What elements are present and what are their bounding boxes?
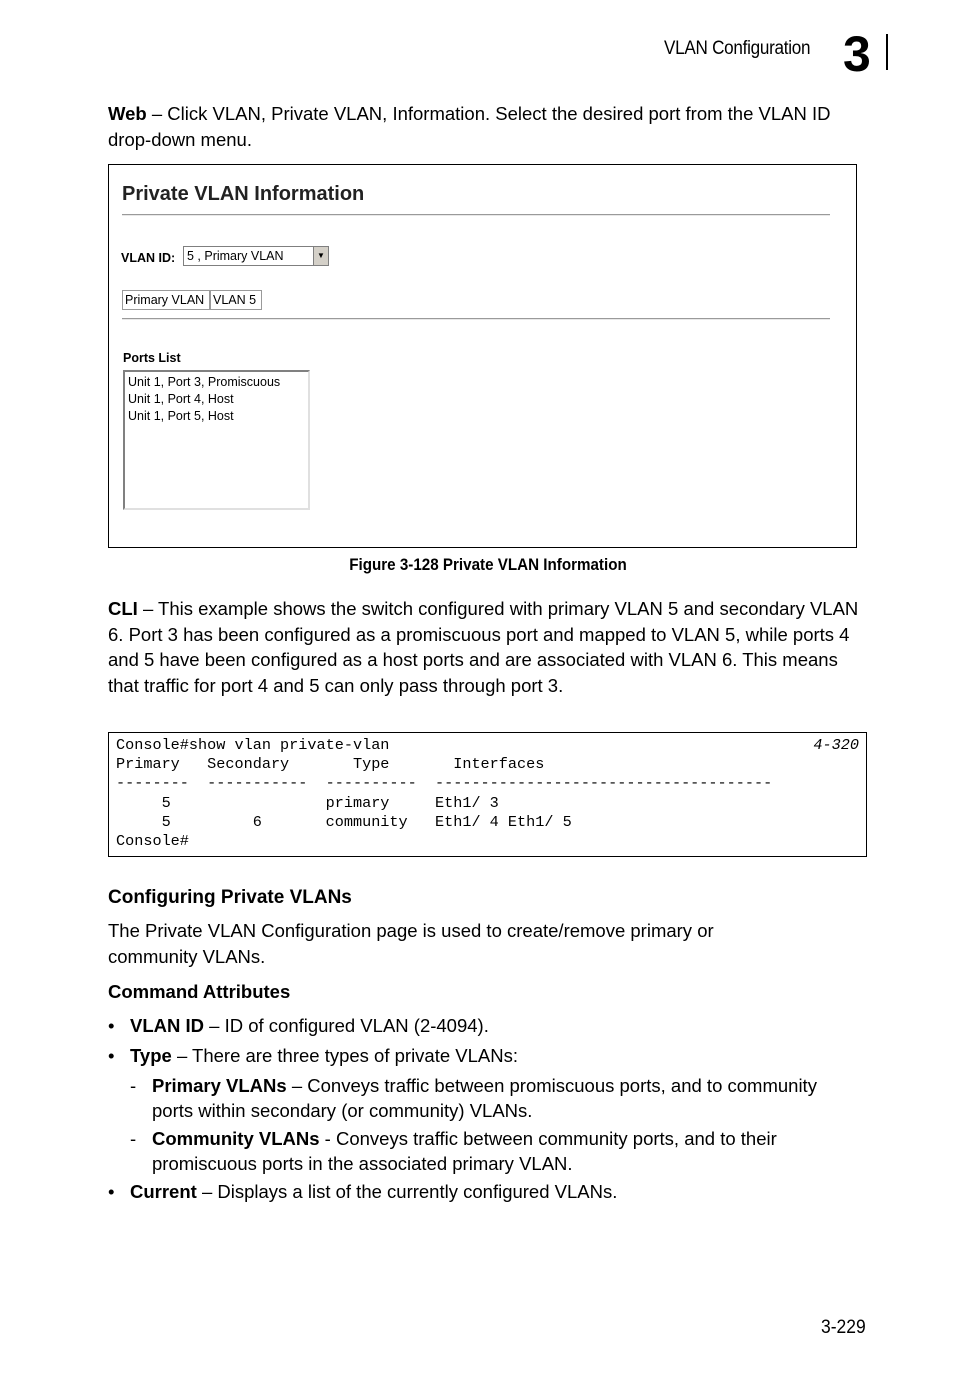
list-item[interactable]: Unit 1, Port 5, Host [128, 409, 234, 423]
vlan-name-cell: VLAN 5 [210, 290, 262, 310]
bullet-type [108, 1043, 868, 1068]
code-line: 5 6 community Eth1/ 4 Eth1/ 5 [116, 813, 572, 831]
chevron-down-icon[interactable]: ▼ [313, 247, 328, 265]
bullet-mark: - [130, 1128, 137, 1149]
bullet-vlan-id [108, 1013, 868, 1038]
private-vlan-information-figure [108, 164, 857, 548]
bullet-mark: • [108, 1045, 115, 1066]
bullet-label: Type [130, 1045, 172, 1066]
bullet-text: – Displays a list of the currently configured VLANs. [196, 1181, 618, 1202]
section-intro: The Private VLAN Configuration page is used to create/remove primary or community VLANs. [108, 920, 714, 967]
bullet-mark: • [108, 1181, 115, 1202]
sub-bullet-primary [130, 1073, 860, 1123]
cli-paragraph [108, 596, 873, 698]
chapter-divider [886, 34, 888, 70]
code-line: Console# [116, 832, 189, 850]
vlan-id-label: VLAN ID: [121, 251, 176, 265]
figure-caption: Figure 3-128 Private VLAN Information [349, 556, 627, 574]
cli-label: CLI [108, 598, 138, 619]
ports-listbox[interactable] [123, 370, 310, 510]
bullet-text: – Conveys traffic between promiscuous ports, and to community ports within secondary (or community) VLANs. [152, 1075, 817, 1121]
bullet-text: – ID of configured VLAN (2-4094). [204, 1015, 489, 1036]
bullet-label: VLAN ID [130, 1015, 204, 1036]
bullet-text: – There are three types of private VLANs: [171, 1045, 519, 1066]
code-line: Primary Secondary Type Interfaces [116, 755, 545, 773]
vlan-id-dropdown[interactable] [183, 246, 329, 266]
web-instruction-text: – Click VLAN, Private VLAN, Information. Select the desired port from the VLAN ID drop-down menu. [108, 103, 831, 150]
section-heading: Configuring Private VLANs [108, 887, 352, 908]
ports-list-label: Ports List [123, 351, 181, 365]
chapter-number: 3 [843, 26, 871, 82]
section-divider [122, 318, 830, 320]
attributes-heading: Command Attributes [108, 981, 291, 1002]
code-line: 5 primary Eth1/ 3 [116, 794, 499, 812]
web-label: Web [108, 103, 147, 124]
code-line: -------- ----------- ---------- ------------------------------------- [116, 774, 773, 792]
bullet-mark: • [108, 1015, 115, 1036]
command-reference: 4-320 [813, 736, 859, 754]
figure-page-title: Private VLAN Information [122, 183, 365, 205]
bullet-mark: - [130, 1075, 137, 1096]
title-divider [122, 214, 830, 216]
vlan-id-selected-value: 5 , Primary VLAN [187, 249, 284, 263]
bullet-label: Current [130, 1181, 197, 1202]
bullet-label: Community VLANs [152, 1128, 320, 1149]
sub-bullet-community [130, 1126, 860, 1176]
cli-text: – This example shows the switch configured with primary VLAN 5 and secondary VLAN 6. Port 3 has been configured as a promiscuous port and mapped to VLAN 5, while ports 4 and 5 have been configured as a host ports and are associated with VLAN 6. This means that traffic for port 4 and 5 can only pass through port 3. [108, 598, 859, 696]
list-item[interactable]: Unit 1, Port 3, Promiscuous [128, 375, 281, 389]
bullet-current [108, 1179, 868, 1204]
list-item[interactable]: Unit 1, Port 4, Host [128, 392, 234, 406]
vlan-type-cell: Primary VLAN [122, 290, 210, 310]
page-number: 3-229 [821, 1317, 866, 1338]
bullet-label: Primary VLANs [152, 1075, 287, 1096]
cli-code-block [108, 732, 867, 857]
running-header-title: VLAN Configuration [664, 38, 811, 59]
code-line: Console#show vlan private-vlan [116, 736, 390, 754]
web-instruction-paragraph [108, 101, 868, 152]
bullet-text: - Conveys traffic between community ports, and to their promiscuous ports in the associated primary VLAN. [152, 1128, 777, 1174]
